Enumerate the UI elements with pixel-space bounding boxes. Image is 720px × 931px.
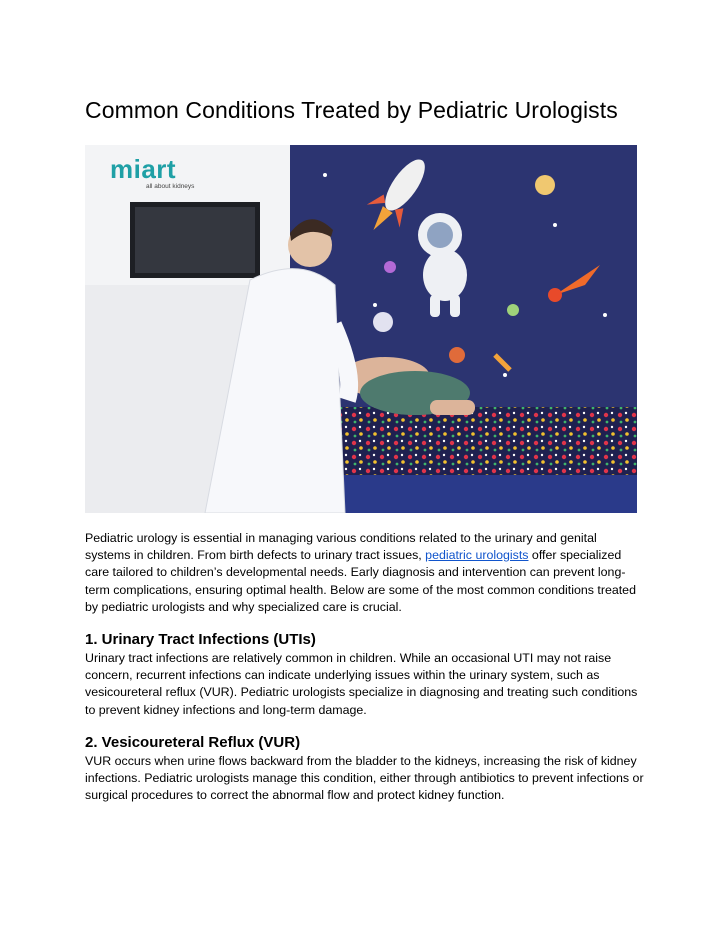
logo-tagline: all about kidneys	[146, 183, 195, 190]
clinic-illustration	[85, 145, 637, 513]
section-heading-vur: 2. Vesicoureteral Reflux (VUR)	[85, 734, 301, 751]
section-body-vur: VUR occurs when urine flows backward from the bladder to the kidneys, increasing the risk of kidney infections. Pediatric urologists manage this condition, either through antibiotics to prevent infections or surgical procedures to correct the abnormal flow and protect kidney function.	[85, 754, 644, 803]
intro-text-2: offer specialized care tailored to children’s developmental needs. Early diagnosis and intervention can prevent long-term complications, ensuring optimal health. Below are some of the most common conditions treated by pediatric urologists and why specialized care is crucial.	[85, 548, 636, 614]
logo-text: miart	[110, 154, 177, 184]
section-body-utis: Urinary tract infections are relatively common in children. While an occasional UTI may not raise concern, recurrent infections can indicate underlying issues within the urinary system, such as vesicoureteral reflux (VUR). Pediatric urologists specialize in diagnosing and treating such conditions to prevent kidney infections and long-term damage.	[85, 651, 638, 717]
page-title: Common Conditions Treated by Pediatric Urologists	[85, 97, 618, 123]
intro-paragraph	[85, 530, 645, 616]
logo	[110, 155, 194, 190]
hero-image	[85, 145, 637, 513]
section-heading-utis: 1. Urinary Tract Infections (UTIs)	[85, 631, 316, 648]
intro-text-1: Pediatric urology is essential in managing various conditions related to the urinary and genital systems in children. From birth defects to urinary tract issues,	[85, 531, 597, 563]
pediatric-urologists-link[interactable]: pediatric urologists	[425, 548, 529, 563]
